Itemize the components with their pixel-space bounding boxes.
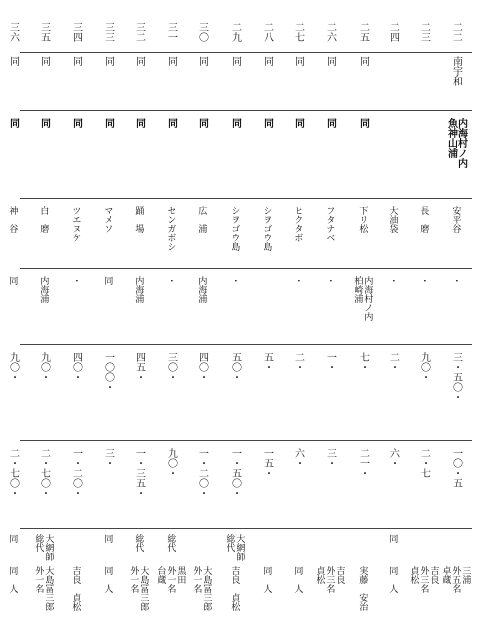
place-cell: 同 [38,56,50,66]
owner1-cell: 総代 [224,534,235,552]
v1-cell: 四〇・ [196,352,208,382]
loc-cell: 内海浦 [196,276,207,303]
owner2-cell: 外一名 [128,566,139,593]
name-cell: 安平谷 [450,206,461,233]
owner2-cell: 外三名 [418,566,429,593]
owner2-cell: 実藤 安治 [357,566,368,611]
owner1-cell: 同 [7,534,18,543]
area-cell: 同 [165,118,177,128]
v1-cell: 三〇・ [165,352,177,382]
owner2-cell: 同 人 [261,566,272,593]
owner2-cell: 黒田 [175,566,186,584]
loc-cell: ・ [387,276,398,285]
v2-cell: 三・ [324,448,336,468]
v1-cell: 二・ [292,352,304,372]
owner1-cell: 総代 [165,534,176,552]
owner2-cell: 外一名 [165,566,176,593]
loc-cell: ・ [165,276,176,285]
no-cell: 二七 [292,22,304,42]
loc-cell: ・ [450,276,461,285]
v1-cell: 一・ [324,352,336,372]
name-cell: 踊 場 [133,206,144,233]
v2-cell: 一五・ [261,448,273,478]
loc-cell: ・ [418,276,429,285]
owner2-cell: 卓蔵 [440,566,451,584]
name-cell: 広 浦 [196,206,207,233]
loc-cell: 内海浦 [38,276,49,303]
no-cell: 二五 [357,22,369,42]
owner2-cell: 吉良 貞松 [229,566,240,611]
v2-cell: 二・七 [418,448,430,478]
no-cell: 二三 [418,22,430,42]
area-cell: 同 [102,118,114,128]
loc-cell: ・ [324,276,335,285]
v1-cell: 九〇・ [7,352,19,382]
loc-cell: 同 [7,276,18,285]
name-cell: 下リ松 [357,206,368,233]
rule [20,198,472,199]
area-cell: 同 [229,118,241,128]
no-cell: 三四 [70,22,82,42]
v1-cell: 四五・ [133,352,145,382]
no-cell: 三二 [133,22,145,42]
v2-cell: 二一・ [357,448,369,478]
v2-cell: 二・七〇・ [38,448,50,498]
v1-cell: 五〇・ [229,352,241,382]
name-cell: シヲゴウ島 [229,206,240,251]
v2-cell: 九〇・ [165,448,177,478]
v1-cell: 二・ [387,352,399,372]
no-cell: 三六 [7,22,19,42]
area-cell: 同 [38,118,50,128]
owner2-cell: 大島冨三郎 [201,566,212,611]
place-cell: 同 [165,56,177,66]
v1-cell: 九〇・ [418,352,430,382]
no-cell: 二九 [229,22,241,42]
place-cell: 同 [196,56,208,66]
rule [20,344,472,345]
place-cell: 同 [292,56,304,66]
owner2-cell: 同 人 [292,566,303,593]
area-cell: 同 [196,118,208,128]
v2-cell: 一・二〇・ [196,448,208,498]
no-cell: 二四 [387,22,399,42]
area-cell: 同 [357,118,369,128]
owner1-cell: 大網師 [234,534,245,561]
name-cell: 白 磨 [38,206,49,233]
owner2-cell: 台蔵 [155,566,166,584]
owner2-cell: 吉良 貞松 [70,566,81,611]
no-cell: 三一 [165,22,177,42]
name-cell: センガボシ [165,206,176,251]
place-cell: 同 [261,56,273,66]
rule [20,440,472,441]
area-cell: 同 [70,118,82,128]
owner2-cell: 同 人 [7,566,18,593]
no-cell: 二二 [450,22,462,42]
place-cell: 同 [229,56,241,66]
area-cell: 同 [7,118,19,128]
owner1-cell: 総代 [33,534,44,552]
place-cell: 南宇和 [450,56,462,86]
name-cell: 長 磨 [418,206,429,233]
rule [20,52,472,53]
owner2-cell: 吉良 [428,566,439,584]
owner2-cell: 外一名 [191,566,202,593]
rule [20,528,472,529]
v1-cell: 五・ [261,352,273,372]
place-cell: 同 [357,56,369,66]
loc-cell: 柏崎浦 [352,276,363,303]
loc-cell: 内海村ノ内 [362,276,373,321]
place-cell: 同 [70,56,82,66]
v2-cell: 六・ [387,448,399,468]
v1-cell: 三・五〇・ [450,352,462,402]
area-cell: 同 [133,118,145,128]
no-cell: 二八 [261,22,273,42]
name-cell: ツエヌケ [70,206,81,242]
owner2-cell: 大島冨三郎 [138,566,149,611]
owner1-cell: 同 [387,534,398,543]
owner2-cell: 大島冨三郎 [43,566,54,611]
place-cell: 同 [7,56,19,66]
owner2-cell: 外一名 [33,566,44,593]
name-cell: フタナベ [324,206,335,242]
owner1-cell: 同 [102,534,113,543]
area-cell: 同 [324,118,336,128]
no-cell: 三〇 [196,22,208,42]
rule [20,110,472,111]
area-cell: 同 [261,118,273,128]
owner2-cell: 同 人 [387,566,398,593]
owner2-cell: 三浦 [460,566,471,584]
name-cell: 神 谷 [7,206,18,233]
v2-cell: 一・三五・ [133,448,145,498]
v1-cell: 四〇・ [70,352,82,382]
no-cell: 三五 [38,22,50,42]
v2-cell: 六・ [292,448,304,468]
v2-cell: 一・五〇・ [229,448,241,498]
owner2-cell: 貞松 [314,566,325,584]
place-cell: 同 [133,56,145,66]
area-cell: 魚神山浦 [445,118,457,158]
owner2-cell: 同 人 [102,566,113,593]
v2-cell: 一〇・五 [450,448,462,488]
place-cell: 同 [102,56,114,66]
owner2-cell: 吉良 [334,566,345,584]
name-cell: マメソ [102,206,113,233]
loc-cell: 内海浦 [133,276,144,303]
no-cell: 三三 [102,22,114,42]
v1-cell: 九〇・ [38,352,50,382]
loc-cell: ・ [292,276,303,285]
v2-cell: 三・ [102,448,114,468]
name-cell: ヒクタボ [292,206,303,242]
loc-cell: ・ [229,276,240,285]
owner1-cell: 総代 [133,534,144,552]
v2-cell: 二・七〇・ [7,448,19,498]
v1-cell: 七・ [357,352,369,372]
name-cell: シヲゴウ島 [261,206,272,251]
rule [20,268,472,269]
loc-cell: ・ [70,276,81,285]
area-cell: 内海村ノ内 [455,118,467,168]
name-cell: 大油袋 [387,206,398,233]
owner2-cell: 外五名 [450,566,461,593]
place-cell: 同 [324,56,336,66]
no-cell: 二六 [324,22,336,42]
owner2-cell: 外三名 [324,566,335,593]
loc-cell: 同 [102,276,113,285]
owner2-cell: 貞松 [408,566,419,584]
v1-cell: 一〇〇・ [102,352,114,392]
v2-cell: 一・二〇・ [70,448,82,498]
area-cell: 同 [292,118,304,128]
owner1-cell: 大網師 [43,534,54,561]
